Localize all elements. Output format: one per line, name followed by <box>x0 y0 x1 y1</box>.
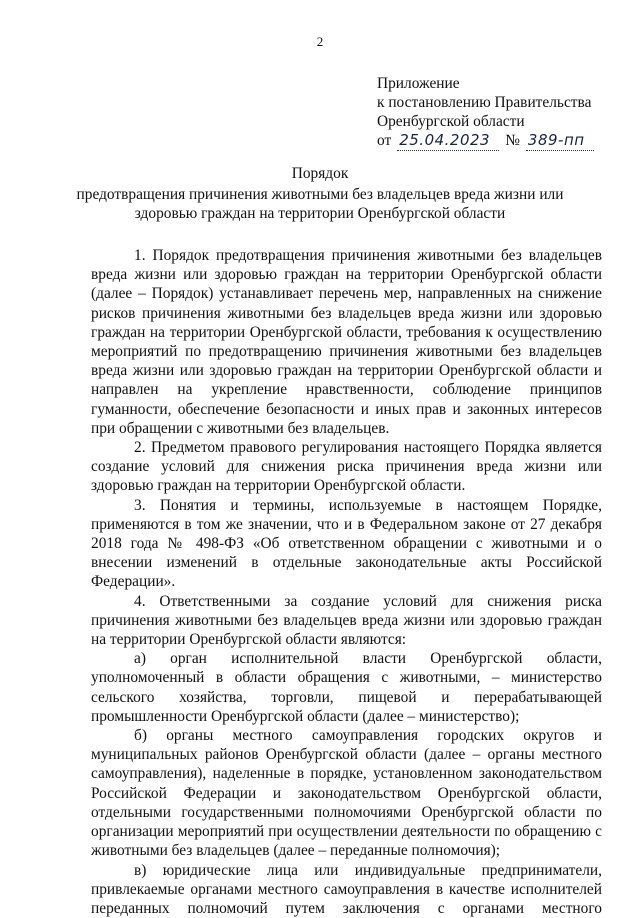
paragraph-4b: б) органы местного самоуправления городских округов и муниципальных районов Оренбургской области (далее – органы местного самоуправления), наделенные в порядке, установленном законодательством Российской Федерации и законодательством Оренбургской области, отдельными государственными полномочиями Оренбургской области по организации мероприятий при осуществлении деятельности по обращению с животными без владельцев (далее – переданные полномочия); <box>91 726 602 860</box>
paragraph-1: 1. Порядок предотвращения причинения животными без владельцев вреда жизни или здоровью граждан на территории Оренбургской области (далее – Порядок) устанавливает перечень мер, направленных на снижение рисков причинения животными без владельцев вреда жизни или здоровью граждан на территории Оренбургской области, требования к осуществлению мероприятий по предотвращению причинения животными без владельцев вреда жизни или здоровью граждан на территории Оренбургской области и направлен на укрепление нравственности, соблюдение принципов гуманности, обеспечение безопасности и иных прав и законных интересов при обращении с животными без владельцев. <box>91 246 602 438</box>
handwritten-number: 389-пп <box>526 131 594 151</box>
title-subtitle-line2: здоровью граждан на территории Оренбургской области <box>0 204 640 223</box>
paragraph-3: 3. Понятия и термины, используемые в настоящем Порядке, применяются в том же значении, что и в Федеральном законе от 27 декабря 2018 года № 498-ФЗ «Об ответственном обращении с животными и о внесении изменений в отдельные законодательные акты Российской Федерации». <box>91 496 602 592</box>
title-heading: Порядок <box>0 164 640 183</box>
paragraph-4: 4. Ответственными за создание условий для снижения риска причинения животными без владельцев вреда жизни или здоровью граждан на территории Оренбургской области являются: <box>91 592 602 650</box>
page-number: 2 <box>0 34 640 50</box>
paragraph-4a: а) орган исполнительной власти Оренбургской области, уполномоченный в области обращения с животными, – министерство сельского хозяйства, торговли, пищевой и перерабатывающей промышленности Оренбургской области (далее – министерство); <box>91 649 602 726</box>
from-label: от <box>377 131 391 150</box>
title-subtitle-line1: предотвращения причинения животными без владельцев вреда жизни или <box>0 185 640 204</box>
paragraph-2: 2. Предметом правового регулирования настоящего Порядка является создание условий для снижения риска причинения вреда жизни или здоровью граждан на территории Оренбургской области. <box>91 438 602 496</box>
handwritten-date: 25.04.2023 <box>397 131 499 151</box>
document-body <box>91 246 602 918</box>
number-label: № <box>505 131 520 150</box>
annex-region: Оренбургской области <box>377 112 594 131</box>
document-title <box>0 164 640 223</box>
annex-title: Приложение <box>377 74 594 93</box>
annex-reference: к постановлению Правительства <box>377 93 594 112</box>
annex-block <box>377 74 594 151</box>
paragraph-4c: в) юридические лица или индивидуальные предприниматели, привлекаемые органами местного самоуправления в качестве исполнителей переданных полномочий путем заключения с органами местного <box>91 861 602 918</box>
annex-date-number-line <box>377 131 594 151</box>
